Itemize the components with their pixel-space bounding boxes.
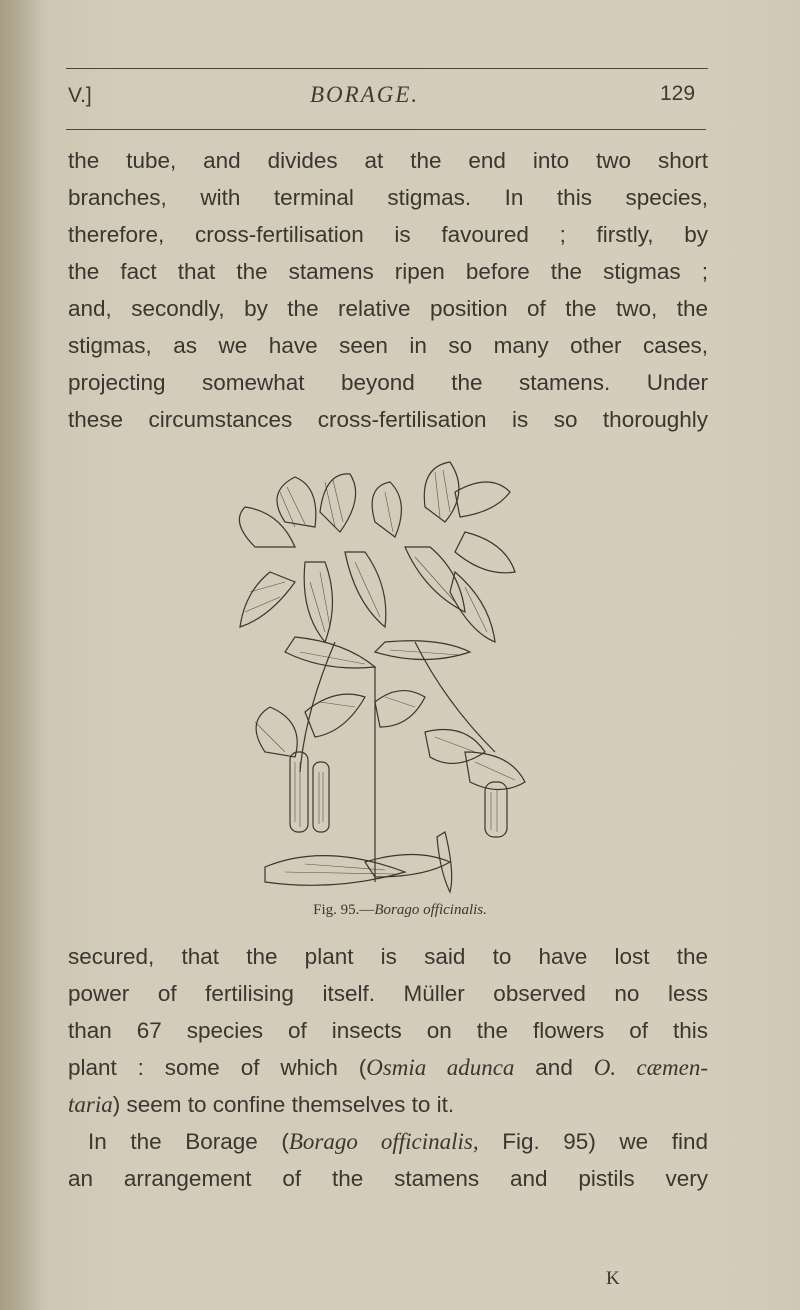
- species-name: Borago officinalis,: [288, 1129, 479, 1154]
- text-line: [68, 1049, 708, 1086]
- text-line: these circumstances cross-fertilisation is so thoroughly: [68, 407, 708, 432]
- text-span: Fig. 95) we find: [478, 1129, 709, 1154]
- text-line: branches, with terminal stigmas. In this species,: [68, 185, 708, 210]
- petal: [277, 477, 316, 527]
- species-name: O. cæmen-: [593, 1055, 708, 1080]
- bud: [485, 782, 507, 837]
- petal: [372, 482, 401, 537]
- text-span: In the Borage (: [88, 1129, 289, 1154]
- text-line: than 67 species of insects on the flowers of this: [68, 1018, 708, 1043]
- species-name: Osmia adunca: [366, 1055, 515, 1080]
- running-head: [0, 80, 800, 114]
- petal: [455, 482, 510, 517]
- text-line: power of fertilising itself. Müller observed no less: [68, 981, 708, 1006]
- stem: [415, 642, 495, 752]
- page-gutter-shadow: [0, 0, 48, 1310]
- text-line: therefore, cross-fertilisation is favoured ; firstly, by: [68, 222, 708, 247]
- text-line: [68, 1123, 708, 1160]
- text-line: the tube, and divides at the end into two short: [68, 148, 708, 173]
- text-line: [68, 1086, 708, 1123]
- bud: [290, 752, 308, 832]
- petal: [424, 462, 459, 522]
- petal: [425, 730, 485, 764]
- leaf: [265, 856, 405, 886]
- figure-species-name: Borago officinalis.: [374, 902, 487, 918]
- text-line: an arrangement of the stamens and pistils very: [68, 1166, 708, 1191]
- figure-label: Fig. 95.—: [313, 902, 375, 918]
- header-rule-bottom: [66, 129, 706, 130]
- figure-caption: [0, 902, 800, 919]
- stem: [300, 642, 335, 772]
- text-span: plant : some of which (: [68, 1055, 367, 1080]
- text-line: projecting somewhat beyond the stamens. Under: [68, 370, 708, 395]
- text-span: and: [514, 1055, 594, 1080]
- header-rule-top: [66, 68, 708, 69]
- petal: [455, 532, 515, 573]
- text-span: ) seem to confine themselves to it.: [112, 1092, 455, 1117]
- petal: [375, 691, 425, 727]
- text-line: stigmas, as we have seen in so many other cases,: [68, 333, 708, 358]
- chapter-number: V.]: [68, 84, 92, 107]
- text-line: secured, that the plant is said to have lost the: [68, 944, 708, 969]
- text-line: and, secondly, by the relative position of the two, the: [68, 296, 708, 321]
- species-name: taria: [68, 1092, 113, 1117]
- bud: [313, 762, 329, 832]
- paragraph-top: [68, 142, 708, 438]
- page-number: 129: [660, 82, 696, 105]
- text-line: the fact that the stamens ripen before the stigmas ;: [68, 259, 708, 284]
- petal: [256, 707, 297, 757]
- sepal: [304, 562, 332, 642]
- paragraph-bottom: [68, 938, 708, 1197]
- borage-flower-illustration: [225, 452, 545, 902]
- signature-mark: K: [606, 1268, 620, 1289]
- sepal: [240, 572, 295, 627]
- petal: [239, 507, 295, 547]
- running-title: BORAGE.: [310, 82, 420, 107]
